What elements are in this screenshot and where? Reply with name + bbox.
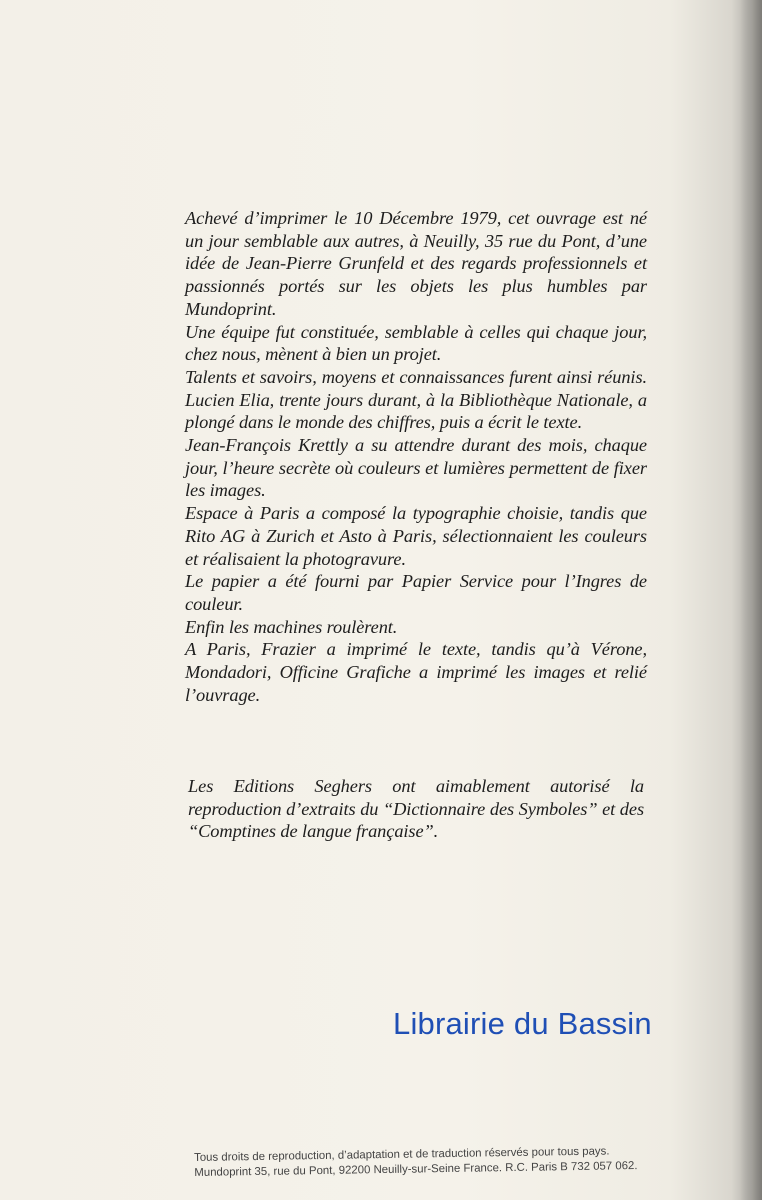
- colophon-paragraph-3: Talents et savoirs, moyens et connaissances furent ainsi réunis. Lucien Elia, trente jours durant, à la Bibliothèque Nationale, a plongé dans le monde des chiffres, puis a écrit le texte.: [185, 366, 647, 433]
- colophon-paragraph-7: Enfin les machines roulèrent.: [185, 616, 398, 637]
- colophon-paragraph-8: A Paris, Frazier a imprimé le texte, tandis qu’à Vérone, Mondadori, Officine Grafiche a imprimé les images et relié l’ouvrage.: [185, 639, 647, 705]
- rights-line-2: Mundoprint 35, rue du Pont, 92200 Neuilly-sur-Seine France. R.C. Paris B 732 057 062.: [194, 1160, 638, 1179]
- colophon-paragraph-1: Achevé d’imprimer le 10 Décembre 1979, cet ouvrage est né un jour semblable aux autres, à Neuilly, 35 rue du Pont, d’une idée de Jean-Pierre Grunfeld et des regards professionnels et passionnés portés sur les objets les plus humbles par Mundoprint.: [185, 208, 647, 319]
- colophon-paragraph-2: Une équipe fut constituée, semblable à celles qui chaque jour, chez nous, mènent à bien un projet.: [185, 321, 647, 365]
- credits-paragraph: Les Editions Seghers ont aimablement autorisé la reproduction d’extraits du “Dictionnaire des Symboles” et des “Comptines de langue française”.: [188, 776, 644, 842]
- credits-text: [188, 775, 644, 843]
- colophon-paragraph-5: Espace à Paris a composé la typographie choisie, tandis que Rito AG à Zurich et Asto à Paris, sélectionnaient les couleurs et réalisaient la photogravure.: [185, 503, 647, 569]
- colophon-paragraph-6: Le papier a été fourni par Papier Service pour l’Ingres de couleur.: [185, 571, 647, 614]
- colophon-paragraph-4: Jean-François Krettly a su attendre durant des mois, chaque jour, l’heure secrète où couleurs et lumières permettent de fixer les images.: [185, 435, 647, 501]
- colophon-text: [185, 207, 647, 706]
- page-edge-shadow: [740, 0, 762, 1200]
- bookseller-watermark: Librairie du Bassin: [393, 1006, 652, 1041]
- rights-notice: [194, 1144, 654, 1181]
- rights-line-1: Tous droits de reproduction, d’adaptation et de traduction réservés pour tous pays.: [194, 1145, 610, 1164]
